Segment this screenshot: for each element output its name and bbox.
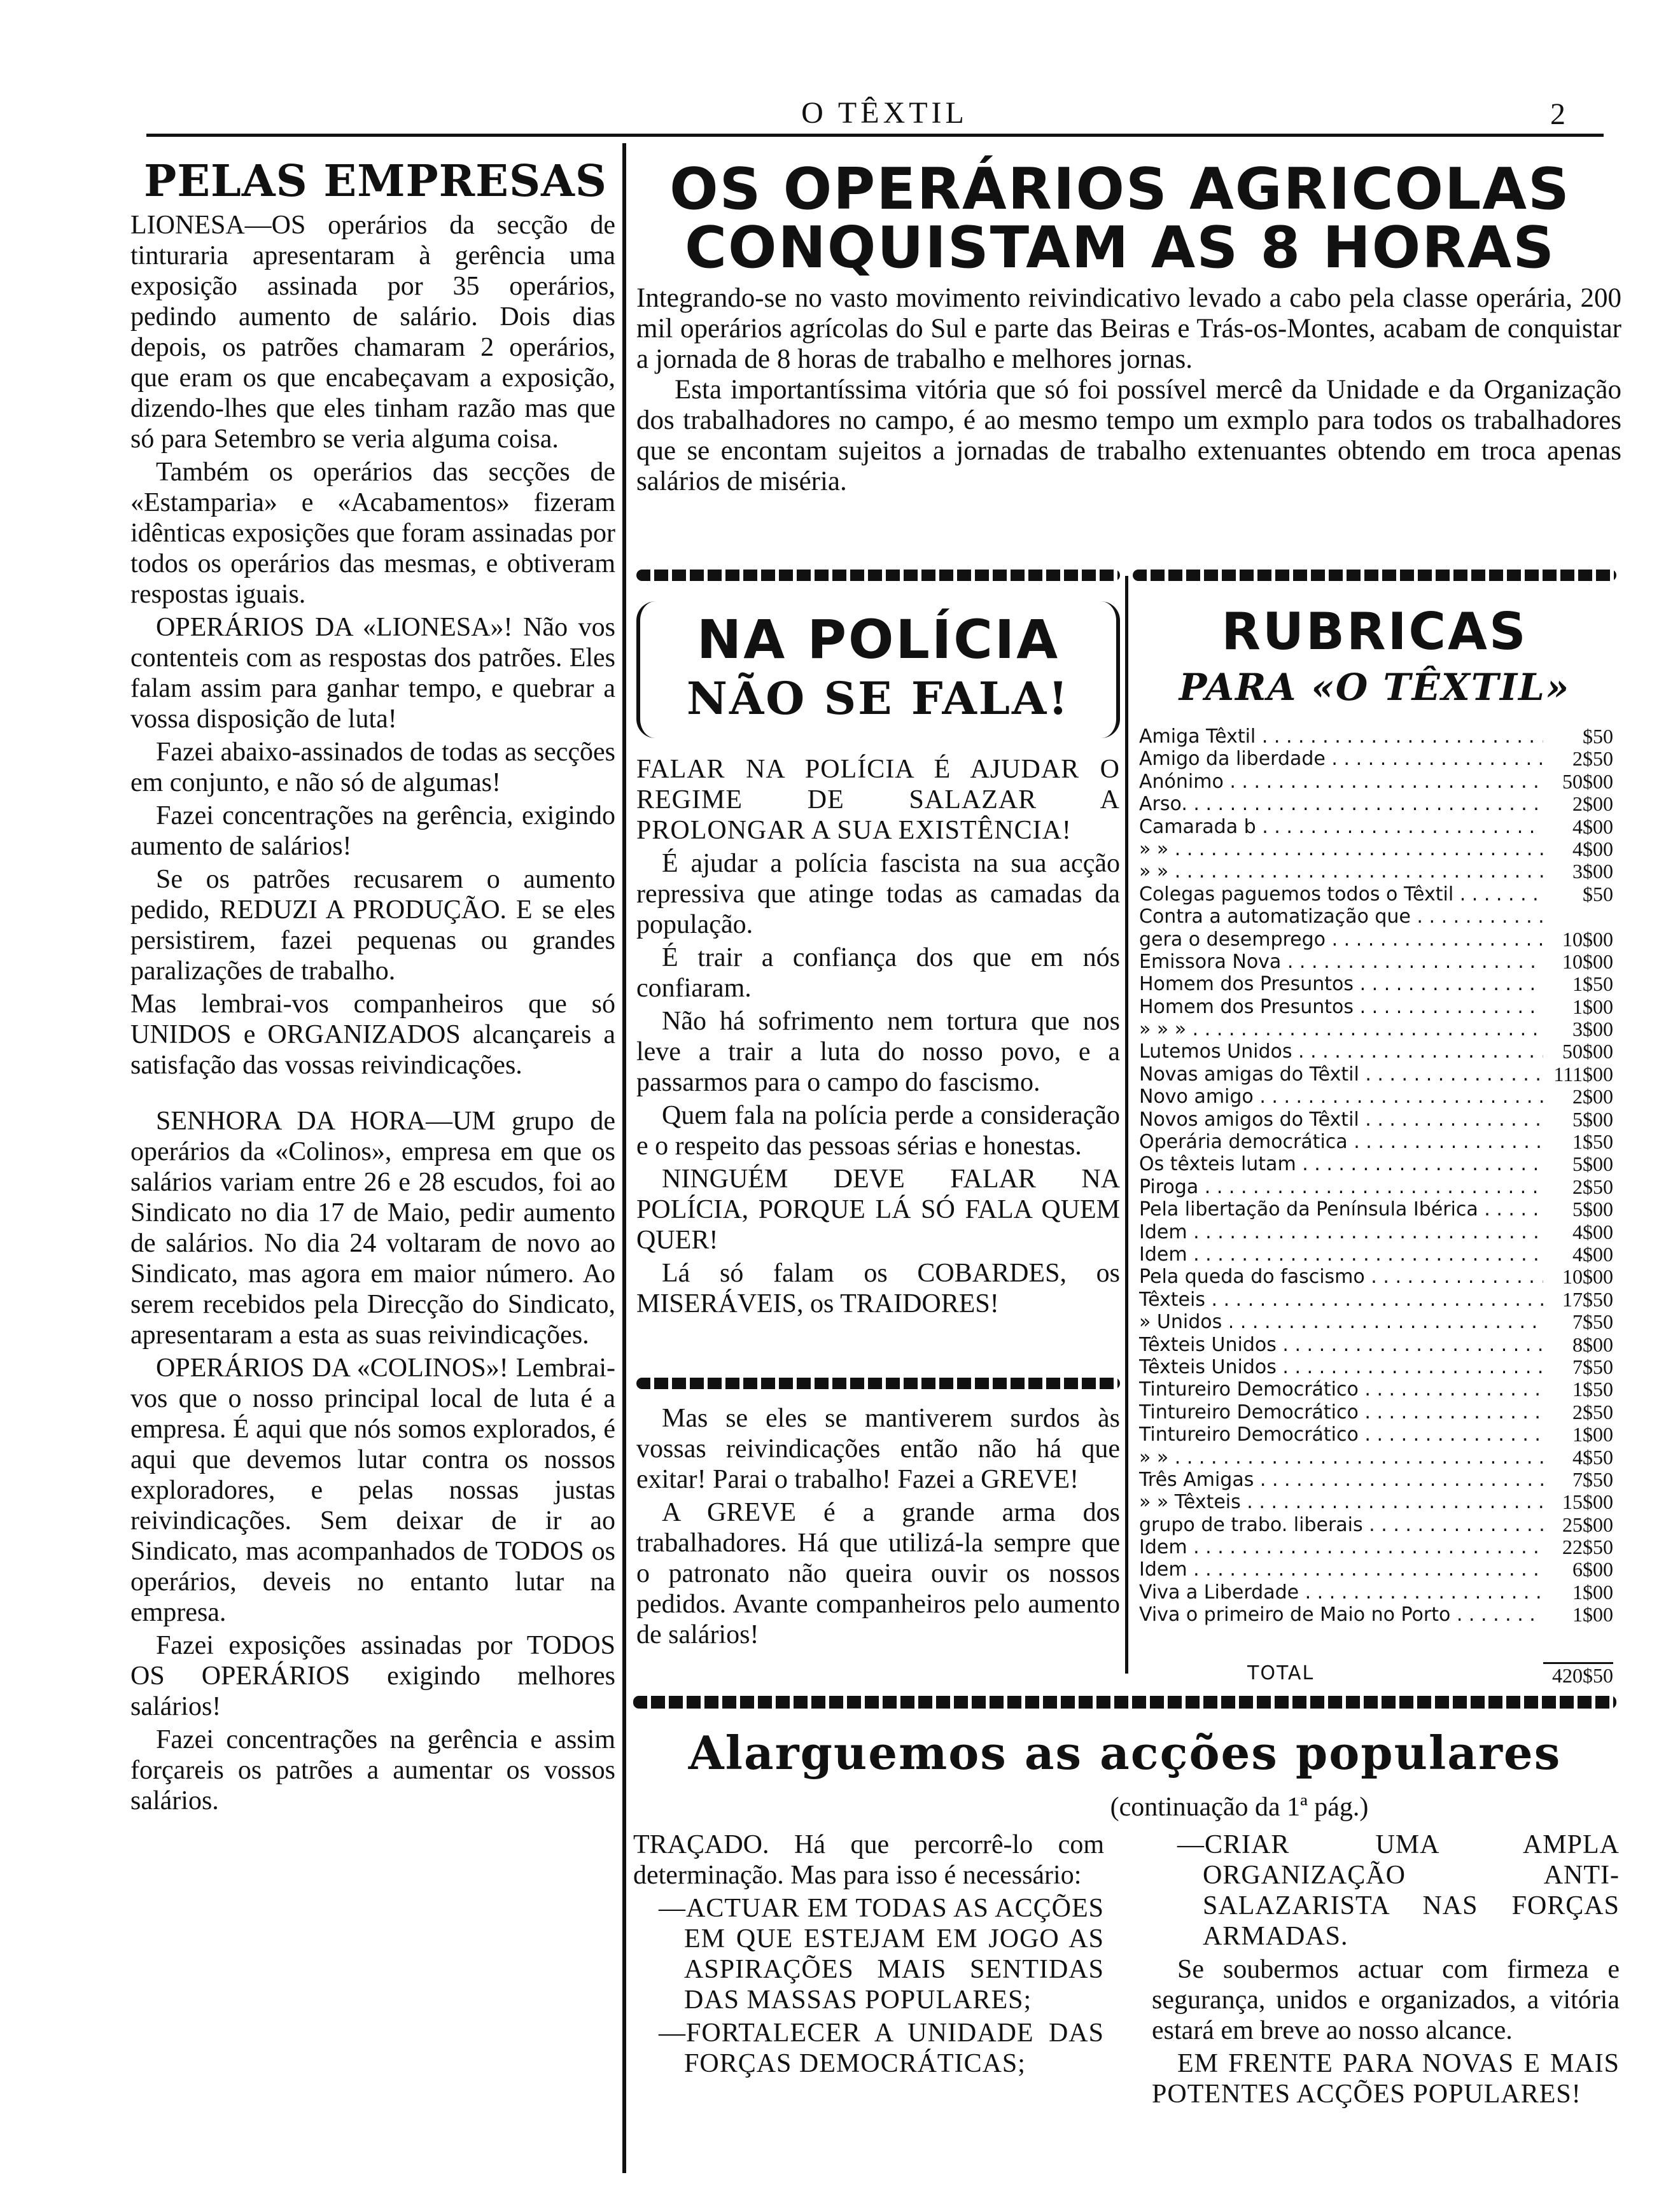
rubrica-amount: 15$00 <box>1562 1490 1613 1514</box>
rubrica-name: » » » . . . <box>1139 1018 1543 1040</box>
column-rule-right <box>1125 576 1128 1674</box>
list-item: —ACTUAR EM TODAS AS ACÇÕES EM QUE ESTEJAM EM JOGO AS ASPIRAÇÕES MAIS SENTIDAS DAS MASSAS POPULARES; <box>659 1894 1104 2015</box>
rubrica-name: Tintureiro Democrático . . . <box>1139 1401 1543 1423</box>
rubrica-name: » » . . . <box>1139 860 1543 883</box>
rubrica-name: Lutemos Unidos . . . <box>1139 1040 1543 1063</box>
rubrica-row <box>1139 1558 1613 1581</box>
rubrica-row <box>1139 1063 1613 1086</box>
paragraph: OPERÁRIOS DA «LIONESA»! Não vos contenteis com as respostas dos patrões. Eles falam assim para ganhar tempo, e quebrar a vossa disposição de luta! <box>130 613 615 734</box>
rubrica-row <box>1139 1040 1613 1063</box>
rubrica-row <box>1139 1401 1613 1423</box>
rubrica-name: Contra a automatização que . . . <box>1139 906 1543 928</box>
rubrica-name: Três Amigas . . . <box>1139 1469 1543 1491</box>
rubrica-name: Anónimo . . . <box>1139 771 1543 793</box>
rubrica-name: Idem . . . <box>1139 1221 1543 1243</box>
bottom-article-col1 <box>633 1829 1104 2081</box>
rubrica-amount: 1$00 <box>1572 1580 1613 1604</box>
rubrica-name: Novas amigas do Têxtil . . . <box>1139 1063 1543 1086</box>
rubrica-name: Pela libertação da Península Ibérica . . . <box>1139 1198 1543 1220</box>
rubrica-name: Idem . . . <box>1139 1243 1543 1266</box>
rubrica-amount <box>1543 906 1613 928</box>
rubrica-name: Emissora Nova . . . <box>1139 951 1543 973</box>
paragraph: A GREVE é a grande arma dos trabalhadores. Há que utilizá-la sempre que o patronato não queira ouvir os nossos pedidos. Avante companheiros pelo aumento de salários! <box>636 1498 1120 1649</box>
rubrica-name: Tintureiro Democrático . . . <box>1139 1423 1543 1446</box>
rubrica-amount: 2$50 <box>1572 1400 1613 1423</box>
rubrica-row <box>1139 1378 1613 1401</box>
rubrica-amount: $50 <box>1583 725 1613 748</box>
paragraph: Fazei abaixo-assinados de todas as secções em conjunto, e não só de algumas! <box>130 738 615 797</box>
rubrica-amount: 4$50 <box>1572 1445 1613 1469</box>
rubrica-row <box>1139 1514 1613 1536</box>
rubrica-row <box>1139 1289 1613 1311</box>
page-number: 2 <box>1550 97 1565 131</box>
paragraph: É trair a confiança dos que em nós confiaram. <box>636 943 1120 1003</box>
paragraph: EM FRENTE PARA NOVAS E MAIS POTENTES ACÇÕES POPULARES! <box>1152 2049 1620 2109</box>
rubrica-row <box>1139 1604 1613 1626</box>
column-rule-left <box>622 143 626 2173</box>
newspaper-title: O TÊXTIL <box>801 96 968 130</box>
rubrica-name: Amigo da liberdade . . . <box>1139 748 1543 770</box>
separator-wave <box>636 1378 1120 1389</box>
paragraph: NINGUÉM DEVE FALAR NA POLÍCIA, PORQUE LÁ SÓ FALA QUEM QUER! <box>636 1164 1120 1255</box>
total-label: TOTAL <box>1247 1662 1315 1684</box>
rubricas-subtitle: PARA «O TÊXTIL» <box>1179 666 1571 709</box>
rubrica-name: Têxteis Unidos . . . <box>1139 1356 1543 1378</box>
rubrica-name: grupo de trabo. liberais . . . <box>1139 1514 1543 1536</box>
policia-body <box>636 754 1120 1322</box>
rubrica-row <box>1139 838 1613 860</box>
rubrica-amount: 2$50 <box>1572 747 1613 771</box>
header-rule <box>146 134 1604 137</box>
paragraph: OPERÁRIOS DA «COLINOS»! Lembrai-vos que o nosso principal local de luta é a empresa. É aqui que nós somos explorados, é aqui que devemos lutar contra os nossos exploradores, e pelas nossas justas reivindicações. Sem deixar de ir ao Sindicato, mas acompanhados de TODOS os operários, deveis no entanto lutar na empresa. <box>130 1353 615 1627</box>
rubrica-amount: 5$00 <box>1572 1107 1613 1131</box>
paragraph: Fazei exposições assinadas por TODOS OS OPERÁRIOS exigindo melhores salários! <box>130 1631 615 1721</box>
rubrica-amount: 3$00 <box>1572 860 1613 883</box>
rubrica-row <box>1139 1423 1613 1446</box>
rubrica-row <box>1139 951 1613 973</box>
main-article-body <box>636 283 1621 497</box>
rubricas-list <box>1139 725 1613 1626</box>
paragraph: FALAR NA POLÍCIA É AJUDAR O REGIME DE SALAZAR A PROLONGAR A SUA EXISTÊNCIA! <box>636 755 1120 845</box>
rubrica-name: Viva a Liberdade . . . <box>1139 1581 1543 1604</box>
paragraph: Fazei concentrações na gerência e assim forçareis os patrões a aumentar os vossos salários. <box>130 1725 615 1815</box>
rubrica-amount: 1$50 <box>1572 972 1613 996</box>
rubrica-row <box>1139 1266 1613 1288</box>
paragraph: Esta importantíssima vitória que só foi possível mercê da Unidade e da Organização dos trabalhadores no campo, é ao mesmo tempo um exmplo para todos os trabalhadores que se encontam sujeitos a jornadas de trabalho extenuantes obtendo em troca apenas salários de miséria. <box>636 375 1621 496</box>
separator-wave <box>633 1696 1616 1709</box>
rubrica-row <box>1139 1108 1613 1131</box>
rubrica-row <box>1139 1243 1613 1266</box>
rubrica-row <box>1139 1469 1613 1491</box>
rubrica-amount: 1$50 <box>1572 1130 1613 1154</box>
rubrica-amount: 5$00 <box>1572 1152 1613 1176</box>
rubrica-row <box>1139 748 1613 770</box>
rubrica-name: Novo amigo . . . <box>1139 1086 1543 1108</box>
rubrica-amount: 6$00 <box>1572 1558 1613 1581</box>
paragraph: Também os operários das secções de «Estamparia» e «Acabamentos» fizeram idênticas exposições que foram assinadas por todos os operários das mesmas, e obtiveram respostas iguais. <box>130 458 615 609</box>
rubrica-row <box>1139 1131 1613 1153</box>
rubrica-amount: 4$00 <box>1572 1242 1613 1266</box>
rubrica-row <box>1139 996 1613 1018</box>
rubrica-name: Piroga . . . <box>1139 1176 1543 1198</box>
rubrica-row <box>1139 883 1613 906</box>
rubrica-name: Novos amigos do Têxtil . . . <box>1139 1108 1543 1131</box>
paragraph: TRAÇADO. Há que percorrê-lo com determinação. Mas para isso é necessário: <box>633 1830 1104 1890</box>
policia-title-line2: NÃO SE FALA! <box>686 672 1070 725</box>
total-amount: 420$50 <box>1543 1662 1613 1688</box>
rubrica-name: Idem . . . <box>1139 1536 1543 1558</box>
rubrica-row <box>1139 928 1613 951</box>
bottom-article-col2 <box>1152 1829 1620 2112</box>
rubrica-amount: 1$00 <box>1572 1423 1613 1446</box>
bottom-article-title: Alarguemos as acções populares <box>688 1726 1562 1780</box>
rubrica-amount: 17$50 <box>1562 1287 1613 1311</box>
rubrica-row <box>1139 1334 1613 1356</box>
paragraph: Mas se eles se mantiverem surdos às vossas reivindicações então não há que exitar! Parai o trabalho! Fazei a GREVE! <box>636 1404 1120 1494</box>
rubricas-total-row <box>1139 1662 1613 1688</box>
rubrica-amount: 4$00 <box>1572 837 1613 860</box>
rubrica-name: Homem dos Presuntos . . . <box>1139 973 1543 995</box>
paragraph: Se soubermos actuar com firmeza e segurança, unidos e organizados, a vitória estará em breve ao nosso alcance. <box>1152 1955 1620 2045</box>
paragraph: Lá só falam os COBARDES, os MISERÁVEIS, os TRAIDORES! <box>636 1259 1120 1318</box>
rubrica-name: » » . . . <box>1139 1446 1543 1469</box>
rubrica-row <box>1139 725 1613 748</box>
rubrica-row <box>1139 1446 1613 1469</box>
rubrica-name: Homem dos Presuntos . . . <box>1139 996 1543 1018</box>
rubrica-amount: 5$00 <box>1572 1198 1613 1221</box>
rubrica-name: » » Têxteis . . . <box>1139 1491 1543 1513</box>
rubrica-amount: 10$00 <box>1562 927 1613 951</box>
paragraph: Mas lembrai-vos companheiros que só UNIDOS e ORGANIZADOS alcançareis a satisfação das vossas reivindicações. <box>130 990 615 1080</box>
main-headline-line2: CONQUISTAM AS 8 HORAS <box>684 214 1556 281</box>
rubrica-amount: 7$50 <box>1572 1467 1613 1491</box>
rubrica-amount: 7$50 <box>1572 1310 1613 1334</box>
rubricas-title: RUBRICAS <box>1221 602 1528 661</box>
paragraph: Quem fala na polícia perde a consideração e o respeito das pessoas sérias e honestas. <box>636 1101 1120 1161</box>
list-item: —FORTALECER A UNIDADE DAS FORÇAS DEMOCRÁTICAS; <box>659 2018 1104 2078</box>
rubrica-name: Tintureiro Democrático . . . <box>1139 1378 1543 1401</box>
rubrica-amount: $50 <box>1583 882 1613 906</box>
policia-title-line1: NA POLÍCIA <box>696 608 1060 671</box>
rubrica-amount: 25$00 <box>1562 1513 1613 1536</box>
pelas-empresas-body <box>130 210 615 1819</box>
rubrica-row <box>1139 1221 1613 1243</box>
rubrica-amount: 1$00 <box>1572 1603 1613 1626</box>
rubrica-amount: 50$00 <box>1562 769 1613 793</box>
rubrica-row <box>1139 1198 1613 1220</box>
paragraph: Não há sofrimento nem tortura que nos leve a trair a luta do nosso povo, e a passarmos para o campo do fascismo. <box>636 1007 1120 1097</box>
separator-wave <box>1133 570 1616 581</box>
rubrica-row <box>1139 906 1613 928</box>
rubrica-amount: 2$50 <box>1572 1175 1613 1198</box>
paragraph: LIONESA—OS operários da secção de tinturaria apresentaram à gerência uma exposição assinada por 35 operários, pedindo aumento de salário. Dois dias depois, os patrões chamaram 2 operários, que eram os que encabeçavam a exposição, dizendo-lhes que eles tinham razão mas que só para Setembro se veria alguma coisa. <box>130 211 615 454</box>
rubrica-amount: 22$50 <box>1562 1535 1613 1559</box>
rubrica-amount: 111$00 <box>1553 1062 1613 1086</box>
rubrica-amount: 10$00 <box>1562 949 1613 973</box>
rubrica-row <box>1139 1581 1613 1604</box>
rubrica-row <box>1139 1018 1613 1040</box>
rubrica-name: Camarada b . . . <box>1139 816 1543 838</box>
rubrica-amount: 3$00 <box>1572 1018 1613 1041</box>
rubrica-amount: 1$50 <box>1572 1378 1613 1401</box>
rubrica-amount: 10$00 <box>1562 1265 1613 1289</box>
rubrica-name: » Unidos . . . <box>1139 1311 1543 1333</box>
rubrica-amount: 4$00 <box>1572 1220 1613 1243</box>
rubrica-row <box>1139 973 1613 995</box>
rubrica-row <box>1139 1086 1613 1108</box>
rubrica-row <box>1139 793 1613 815</box>
rubrica-amount: 50$00 <box>1562 1040 1613 1063</box>
rubrica-name: Têxteis Unidos . . . <box>1139 1334 1543 1356</box>
paragraph: Se os patrões recusarem o aumento pedido, REDUZI A PRODUÇÃO. E se eles persistirem, fazei pequenas ou grandes paralizações de trabalho. <box>130 865 615 986</box>
rubrica-row <box>1139 1491 1613 1513</box>
paragraph: Fazei concentrações na gerência, exigindo aumento de salários! <box>130 801 615 861</box>
separator-wave <box>636 570 1120 581</box>
rubrica-name: » » . . . <box>1139 838 1543 860</box>
rubrica-amount: 8$00 <box>1572 1332 1613 1356</box>
main-headline-line1: OS OPERÁRIOS AGRICOLAS <box>669 156 1571 223</box>
rubrica-name: Pela queda do fascismo . . . <box>1139 1266 1543 1288</box>
paragraph: Integrando-se no vasto movimento reivindicativo levado a cabo pela classe operária, 200 mil operários agrícolas do Sul e parte das Beiras e Trás-os-Montes, acabam de conquistar a jornada de 8 horas de trabalho e melhores jornas. <box>636 283 1621 374</box>
rubrica-name: gera o desemprego . . . <box>1139 928 1543 951</box>
rubrica-row <box>1139 1536 1613 1558</box>
continuation-note: (continuação da 1ª pág.) <box>1110 1793 1369 1822</box>
rubrica-name: Arso. . . . <box>1139 793 1543 815</box>
rubrica-row <box>1139 1356 1613 1378</box>
rubrica-row <box>1139 1153 1613 1175</box>
rubrica-name: Operária democrática . . . <box>1139 1131 1543 1153</box>
rubrica-name: Idem . . . <box>1139 1558 1543 1581</box>
rubrica-name: Viva o primeiro de Maio no Porto . . . <box>1139 1604 1543 1626</box>
rubrica-amount: 4$00 <box>1572 815 1613 838</box>
rubrica-amount: 2$00 <box>1572 792 1613 816</box>
rubrica-name: Colegas paguemos todos o Têxtil . . . <box>1139 883 1543 906</box>
rubrica-row <box>1139 1311 1613 1333</box>
rubrica-amount: 7$50 <box>1572 1355 1613 1378</box>
pelas-empresas-heading: PELAS EMPRESAS <box>144 156 607 207</box>
rubrica-row <box>1139 1176 1613 1198</box>
rubrica-row <box>1139 860 1613 883</box>
greve-body <box>636 1403 1120 1653</box>
rubrica-row <box>1139 771 1613 793</box>
rubrica-amount: 1$00 <box>1572 995 1613 1018</box>
rubrica-name: Têxteis . . . <box>1139 1289 1543 1311</box>
rubrica-name: Os têxteis lutam . . . <box>1139 1153 1543 1175</box>
rubrica-row <box>1139 816 1613 838</box>
rubrica-name: Amiga Têxtil . . . <box>1139 725 1543 748</box>
list-item: —CRIAR UMA AMPLA ORGANIZAÇÃO ANTI-SALAZARISTA NAS FORÇAS ARMADAS. <box>1177 1830 1620 1951</box>
paragraph: É ajudar a polícia fascista na sua acção repressiva que atinge todas as camadas da população. <box>636 849 1120 939</box>
paragraph: SENHORA DA HORA—UM grupo de operários da «Colinos», empresa em que os salários variam entre 26 e 28 escudos, foi ao Sindicato no dia 17 de Maio, pedir aumento de salários. No dia 24 voltaram de novo ao Sindicato, mas agora em maior número. Ao serem recebidos pela Direcção do Sindicato, apresentaram a esta as suas reivindicações. <box>130 1107 615 1350</box>
rubrica-amount: 2$00 <box>1572 1085 1613 1108</box>
